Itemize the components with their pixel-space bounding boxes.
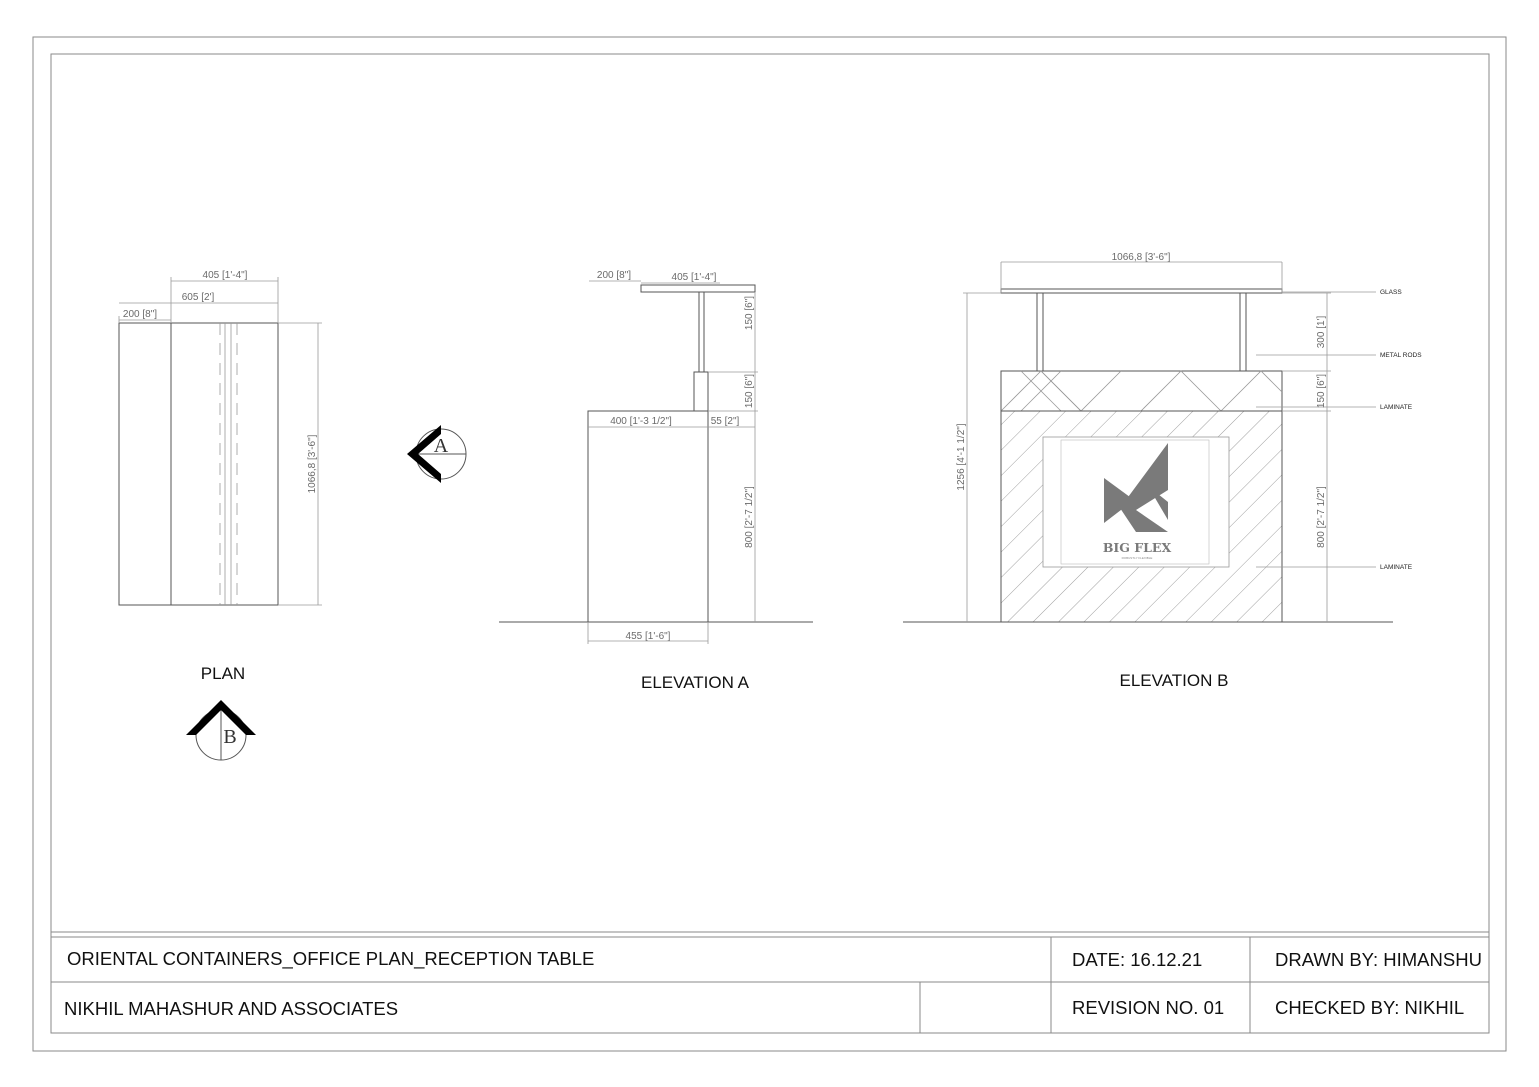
logo-text: BIG FLEX [1102, 540, 1172, 555]
elev-b-dim-top: 1066,8 [3'-6"] [1111, 252, 1171, 263]
section-marker-b [186, 700, 256, 760]
elev-a-dim-top-left: 200 [8"] [596, 270, 632, 281]
checked-by-field: CHECKED BY: NIKHIL [1275, 997, 1465, 1018]
plan-dim-left: 200 [8"] [122, 309, 158, 320]
plan-title: PLAN [200, 664, 246, 683]
elevation-a-view [499, 270, 813, 692]
title-block [51, 932, 1489, 1033]
plan-dim-mid: 605 [2'] [181, 292, 215, 303]
elev-a-dim-panel: 150 [6"] [744, 373, 755, 409]
elevation-b-title: ELEVATION B [1119, 671, 1229, 690]
revision-field: REVISION NO. 01 [1072, 997, 1225, 1018]
date-field: DATE: 16.12.21 [1072, 949, 1203, 970]
elev-a-dim-height: 800 [2'-7 1/2"] [744, 486, 755, 548]
plan-dim-side: 1066,8 [3'-6"] [307, 434, 318, 494]
note-laminate-top: LAMINATE [1380, 404, 1413, 411]
elev-a-dim-panel-thk: 55 [2"] [710, 416, 740, 427]
plan-dim-top: 405 [1'-4"] [202, 270, 248, 281]
note-glass: GLASS [1380, 289, 1402, 296]
drawn-by-field: DRAWN BY: HIMANSHU [1275, 949, 1482, 970]
elev-b-dim-rod: 300 [1'] [1316, 315, 1327, 349]
firm-name: NIKHIL MAHASHUR AND ASSOCIATES [64, 998, 399, 1019]
elev-a-dim-glass-gap: 150 [6"] [744, 295, 755, 331]
elev-b-dim-total: 1256 [4'-1 1/2"] [956, 423, 967, 491]
elev-a-dim-top: 405 [1'-4"] [671, 272, 717, 283]
outer-border [33, 37, 1506, 1051]
note-laminate-base: LAMINATE [1380, 564, 1413, 571]
elev-a-dim-depth: 400 [1'-3 1/2"] [610, 416, 672, 427]
project-title: ORIENTAL CONTAINERS_OFFICE PLAN_RECEPTION TABLE [67, 948, 595, 969]
elev-b-dim-panel: 150 [6"] [1316, 373, 1327, 409]
section-b-label: B [223, 726, 237, 748]
section-a-label: A [433, 435, 449, 457]
elev-b-dim-base: 800 [2'-7 1/2"] [1316, 486, 1327, 548]
elev-a-dim-bottom: 455 [1'-6"] [625, 631, 671, 642]
elevation-a-title: ELEVATION A [640, 673, 750, 692]
elevation-b-view [903, 252, 1422, 690]
section-marker-a [407, 425, 466, 483]
note-metal-rods: METAL RODS [1380, 352, 1422, 359]
logo-tagline: ROBUSTLY FLEXIBLE [1121, 556, 1153, 560]
plan-view [119, 270, 322, 683]
